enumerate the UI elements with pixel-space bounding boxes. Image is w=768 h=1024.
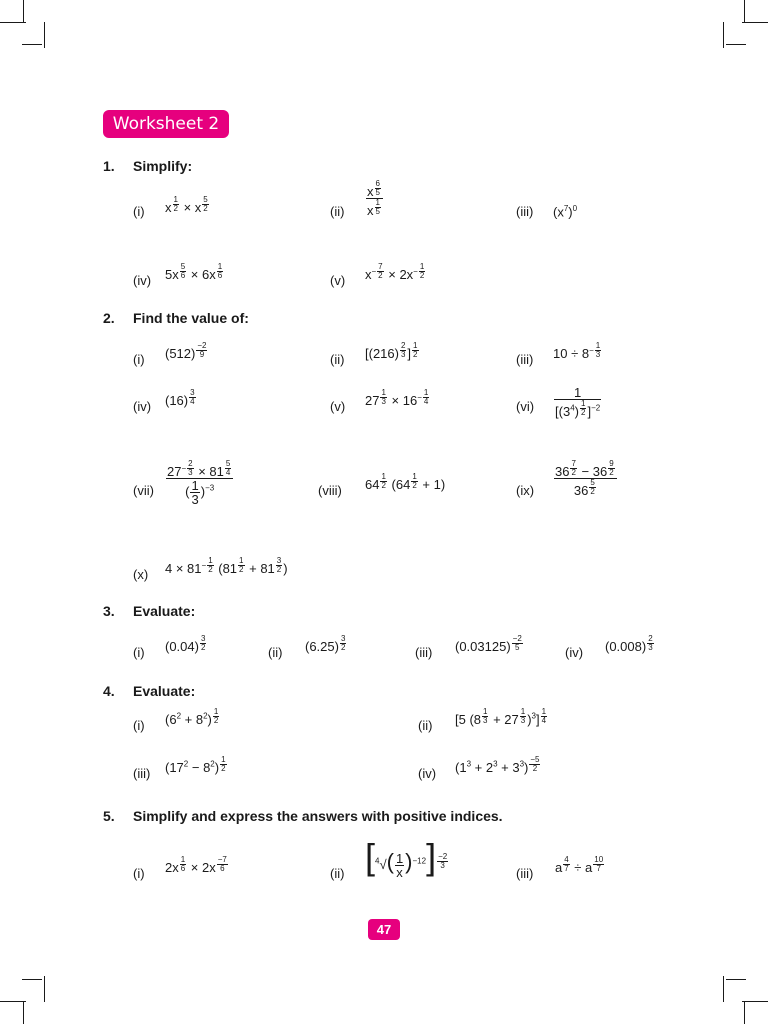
crop-mark <box>23 1002 24 1024</box>
item-label: (i) <box>133 645 145 660</box>
item-label: (x) <box>133 567 149 582</box>
expression: 2x $^{\frac{1}{6}}$ × 2x $^{\frac{-7}{6}}$ <box>165 855 227 875</box>
page-number: 47 <box>368 919 400 940</box>
expression: $(6^2 + 8^2)$ $^{\frac{1}{2}}$ <box>165 707 219 727</box>
expression: x $^{\frac{6}{5}}$ x $^{\frac{1}{5}}$ <box>365 180 384 217</box>
expression: 5x $^{\frac{5}{6}}$ × 6x $^{\frac{1}{6}}$ <box>165 262 223 282</box>
question-title: Evaluate: <box>133 603 196 619</box>
expression: (0.03125) $^{\frac{-2}{5}}$ <box>455 634 522 654</box>
item-label: (iv) <box>133 399 152 414</box>
crop-mark <box>723 976 724 1002</box>
item-label: (iii) <box>516 204 534 219</box>
question-number: 2. <box>103 310 115 326</box>
crop-mark <box>726 44 746 45</box>
item-label: (ix) <box>516 483 535 498</box>
crop-mark <box>0 22 26 23</box>
crop-mark <box>44 976 45 1002</box>
expression-base: (0.03125) <box>455 638 511 654</box>
question-number: 4. <box>103 683 115 699</box>
expression-base: (0.04) <box>165 638 199 654</box>
expression: $(17^2 - 8^2)$ $^{\frac{1}{2}}$ <box>165 755 226 775</box>
expression: $x^{- \frac{7}{2}}$ × $2x^{- \frac{1}{2}}$ <box>365 262 425 282</box>
crop-mark <box>742 1001 768 1002</box>
item-label: (iv) <box>133 273 152 288</box>
expression: a $^{\frac{4}{7}}$ ÷ a $^{\frac{10}{7}}$ <box>555 855 604 875</box>
expression: (0.04) $^{\frac{3}{2}}$ <box>165 634 206 654</box>
crop-mark <box>744 0 745 22</box>
worksheet-title-badge: Worksheet 2 <box>103 110 229 138</box>
expression: (6.25) $^{\frac{3}{2}}$ <box>305 634 346 654</box>
expression: $4 \times 81^{- \frac{1}{2}}$ (81 $^{\frac{1}{2}}$ + 81 $^{\frac{3}{2}}$ ) <box>165 556 288 576</box>
expression: $(1^3 + 2^3 + 3^3)$ $^{\frac{-5}{2}}$ <box>455 755 540 775</box>
expression: $(x^7)^0$ <box>553 204 578 220</box>
question-title: Simplify and express the answers with positive indices. <box>133 808 503 824</box>
expression: 27 $^{\frac{1}{3}}$ × $16^{- \frac{1}{4}}$ <box>365 388 429 408</box>
item-label: (iii) <box>133 766 151 781</box>
item-label: (i) <box>133 352 145 367</box>
question-title: Evaluate: <box>133 683 196 699</box>
question-number: 5. <box>103 808 115 824</box>
question-number: 3. <box>103 603 115 619</box>
item-label: (ii) <box>330 866 345 881</box>
expression-base: (0.008) <box>605 638 647 654</box>
expression: 1 [$(3^4)$ $^{\frac{1}{2}}$ ]$^{-2}$ <box>555 385 601 419</box>
expression: $27^{- \frac{2}{3}}$ × 81 $^{\frac{5}{4}}$ ( $\frac{1}{3}$ )$^{-3}$ <box>165 460 234 506</box>
crop-mark <box>23 0 24 22</box>
crop-mark <box>22 979 42 980</box>
expression: [$^4$√( $\frac{1}{x}$ )$^{-12}$] $^{\frac{-2}{3}}$ <box>365 836 448 881</box>
expression: $10 \div 8^{- \frac{1}{3}}$ <box>553 341 601 361</box>
item-label: (i) <box>133 718 145 733</box>
crop-mark <box>726 979 746 980</box>
item-label: (iii) <box>516 866 534 881</box>
item-label: (vii) <box>133 483 154 498</box>
item-label: (v) <box>330 273 346 288</box>
crop-mark <box>44 22 45 48</box>
item-label: (iv) <box>565 645 584 660</box>
crop-mark <box>742 22 768 23</box>
item-label: (v) <box>330 399 346 414</box>
item-label: (i) <box>133 866 145 881</box>
expression: x $^{\frac{1}{2}}$ × x $^{\frac{5}{2}}$ <box>165 195 208 215</box>
question-number: 1. <box>103 158 115 174</box>
item-label: (iii) <box>415 645 433 660</box>
expression: 36 $^{\frac{7}{2}}$ − 36 $^{\frac{9}{2}}$ 36 $^{\frac{5}{2}}$ <box>553 460 618 497</box>
item-label: (ii) <box>330 352 345 367</box>
crop-mark <box>744 1002 745 1024</box>
item-label: (vi) <box>516 399 535 414</box>
expression: [(216) $^{\frac{2}{3}}$ ] $^{\frac{1}{2}}$ <box>365 341 418 361</box>
expression: (16) $^{\frac{3}{4}}$ <box>165 388 195 408</box>
expression: (0.008) $^{\frac{2}{3}}$ <box>605 634 653 654</box>
item-label: (viii) <box>318 483 342 498</box>
expression: 64 $^{\frac{1}{2}}$ (64 $^{\frac{1}{2}}$ + 1) <box>365 472 446 492</box>
item-label: (ii) <box>268 645 283 660</box>
crop-mark <box>22 44 42 45</box>
item-label: (i) <box>133 204 145 219</box>
item-label: (ii) <box>330 204 345 219</box>
expression: [5 (8 $^{\frac{1}{3}}$ + 27 $^{\frac{1}{3}}$ )$^3$] $^{\frac{1}{4}}$ <box>455 707 547 727</box>
expression-base: (6.25) <box>305 638 339 654</box>
question-title: Find the value of: <box>133 310 249 326</box>
expression: (512) $^{\frac{-2}{9}}$ <box>165 341 207 361</box>
item-label: (ii) <box>418 718 433 733</box>
item-label: (iii) <box>516 352 534 367</box>
question-title: Simplify: <box>133 158 193 174</box>
crop-mark <box>723 22 724 48</box>
item-label: (iv) <box>418 766 437 781</box>
